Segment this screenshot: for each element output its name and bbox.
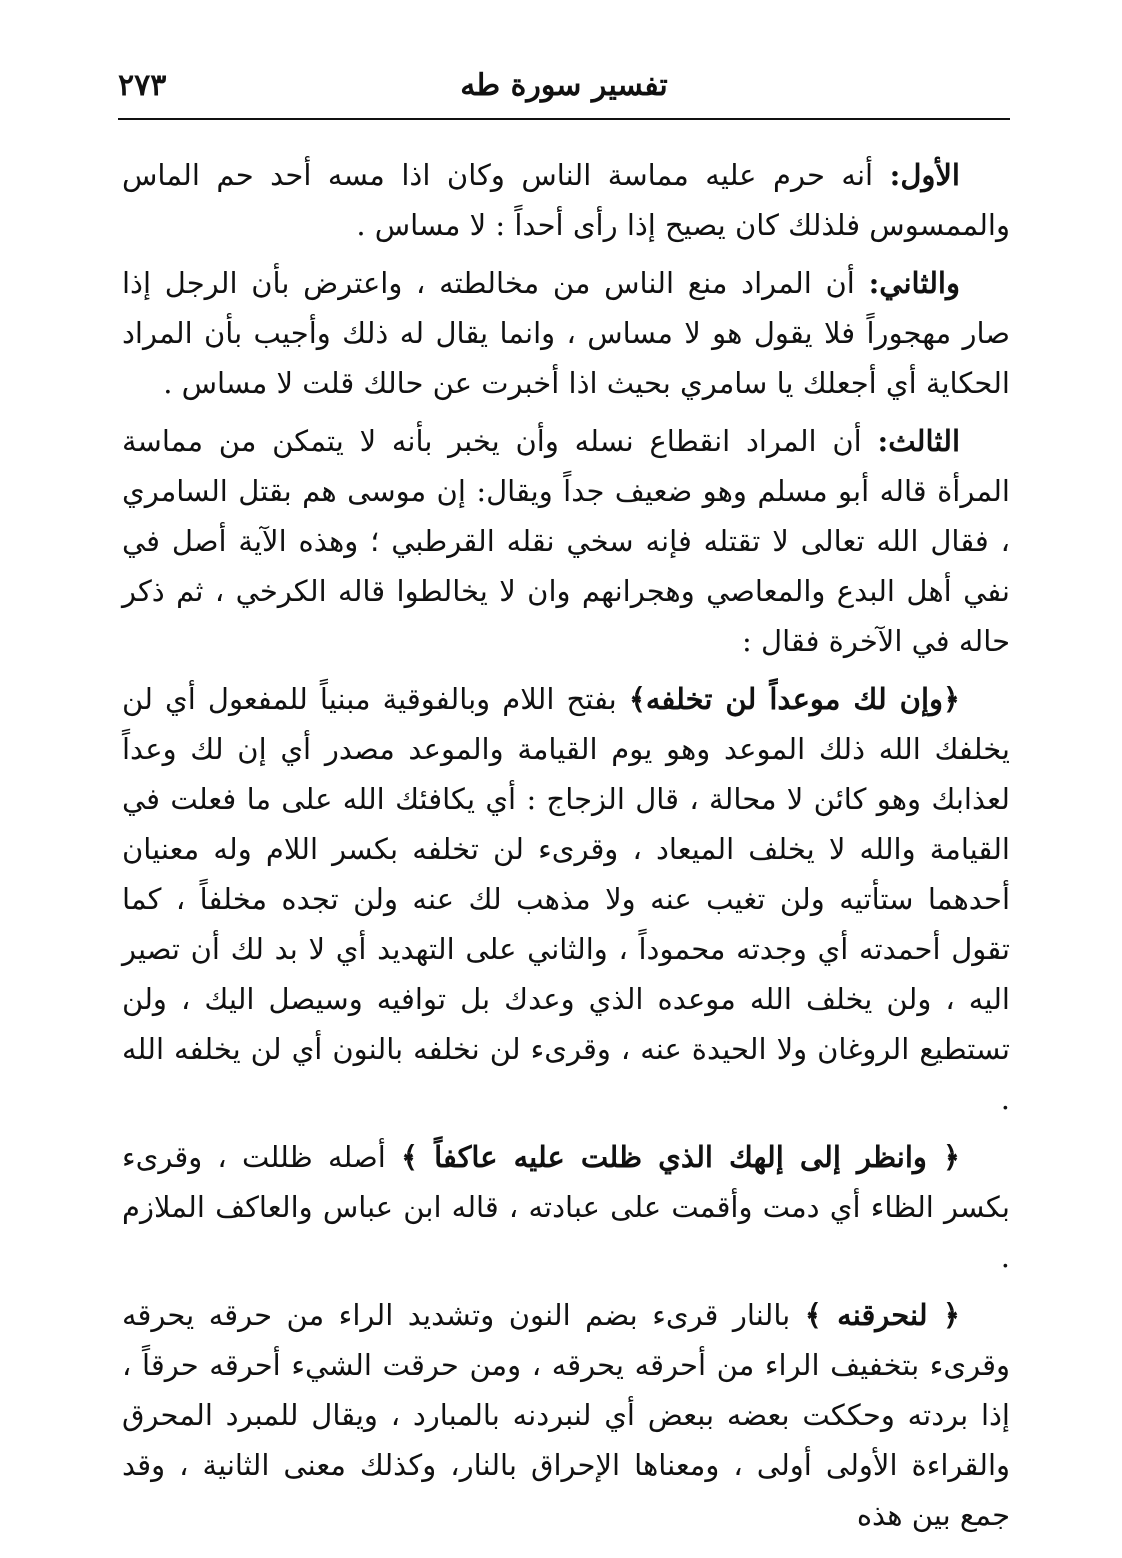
paragraph-verse-maw-id [122, 674, 1010, 1124]
paragraph-verse-ilahak [122, 1132, 1010, 1282]
quran-verse-quote: ﴿ وانظر إلى إلهك الذي ظلت عليه عاكفاً ﴾ [401, 1140, 960, 1174]
paragraph-third-opinion [122, 416, 1010, 666]
page-header [118, 62, 1010, 112]
paragraph-body: أن المراد منع الناس من مخالطته ، واعترض بأن الرجل إذا صار مهجوراً فلا يقول هو لا مساس ، وانما يقال له ذلك وأجيب بأن المراد الحكاية أي أجعلك يا سامري بحيث اذا أخبرت عن حالك قلت لا مساس . [122, 266, 1010, 400]
paragraph-body: أنه حرم عليه مماسة الناس وكان اذا مسه أحد حم الماس والممسوس فلذلك كان يصيح إذا رأى أحداً : لا مساس . [122, 158, 1010, 242]
paragraph-second-opinion [122, 258, 1010, 408]
paragraph-body: بفتح اللام وبالفوقية مبنياً للمفعول أي لن يخلفك الله ذلك الموعد وهو يوم القيامة والموعد مصدر أي إن لك وعداً لعذابك وهو كائن لا محالة ، قال الزجاج : أي يكافئك الله على ما فعلت في القيامة والله لا يخلف الميعاد ، وقرىء لن تخلفه بكسر اللام وله معنيان أحدهما ستأتيه ولن تغيب عنه ولا مذهب لك عنه ولن تجده مخلفاً ، كما تقول أحمدته أي وجدته محموداً ، والثاني على التهديد أي لا بد لك أن تصير اليه ، ولن يخلف الله موعده الذي وعدك بل توافيه وسيصل اليك ، ولن تستطيع الروغان ولا الحيدة عنه ، وقرىء لن نخلفه بالنون أي لن يخلفه الله . [122, 682, 1010, 1116]
header-rule [118, 118, 1010, 120]
page-number: ٢٧٣ [118, 68, 167, 103]
commentary-text [122, 150, 1010, 1548]
paragraph-verse-nuharriqannahu [122, 1290, 1010, 1540]
paragraph-body: بالنار قرىء بضم النون وتشديد الراء من حرقه يحرقه وقرىء بتخفيف الراء من أحرقه يحرقه ، ومن حرقت الشيء أحرقه حرقاً ، إذا بردته وحككت بعضه ببعض أي لنبردنه بالمبارد ، ويقال للمبرد المحرق والقراءة الأولى أولى ، ومعناها الإحراق بالنار، وكذلك معنى الثانية ، وقد جمع بين هذه [122, 1298, 1010, 1532]
paragraph-lead: الثالث: [877, 424, 960, 458]
quran-verse-quote: ﴿ لنحرقنه ﴾ [804, 1298, 960, 1332]
paragraph-body: أن المراد انقطاع نسله وأن يخبر بأنه لا يتمكن من مماسة المرأة قاله أبو مسلم وهو ضعيف جداً ويقال: إن موسى هم بقتل السامري ، فقال الله تعالى لا تقتله فإنه سخي نقله القرطبي ؛ وهذه الآية أصل في نفي أهل البدع والمعاصي وهجرانهم وان لا يخالطوا قاله الكرخي ، ثم ذكر حاله في الآخرة فقال : [122, 424, 1010, 658]
paragraph-body: أصله ظللت ، وقرىء بكسر الظاء أي دمت وأقمت على عبادته ، قاله ابن عباس والعاكف الملازم . [122, 1140, 1010, 1274]
quran-verse-quote: ﴿وإن لك موعداً لن تخلفه﴾ [628, 682, 961, 716]
paragraph-lead: والثاني: [868, 266, 960, 300]
paragraph-lead: الأول: [889, 158, 960, 192]
paragraph-first-opinion [122, 150, 1010, 250]
running-title: تفسير سورة طه [460, 68, 668, 103]
